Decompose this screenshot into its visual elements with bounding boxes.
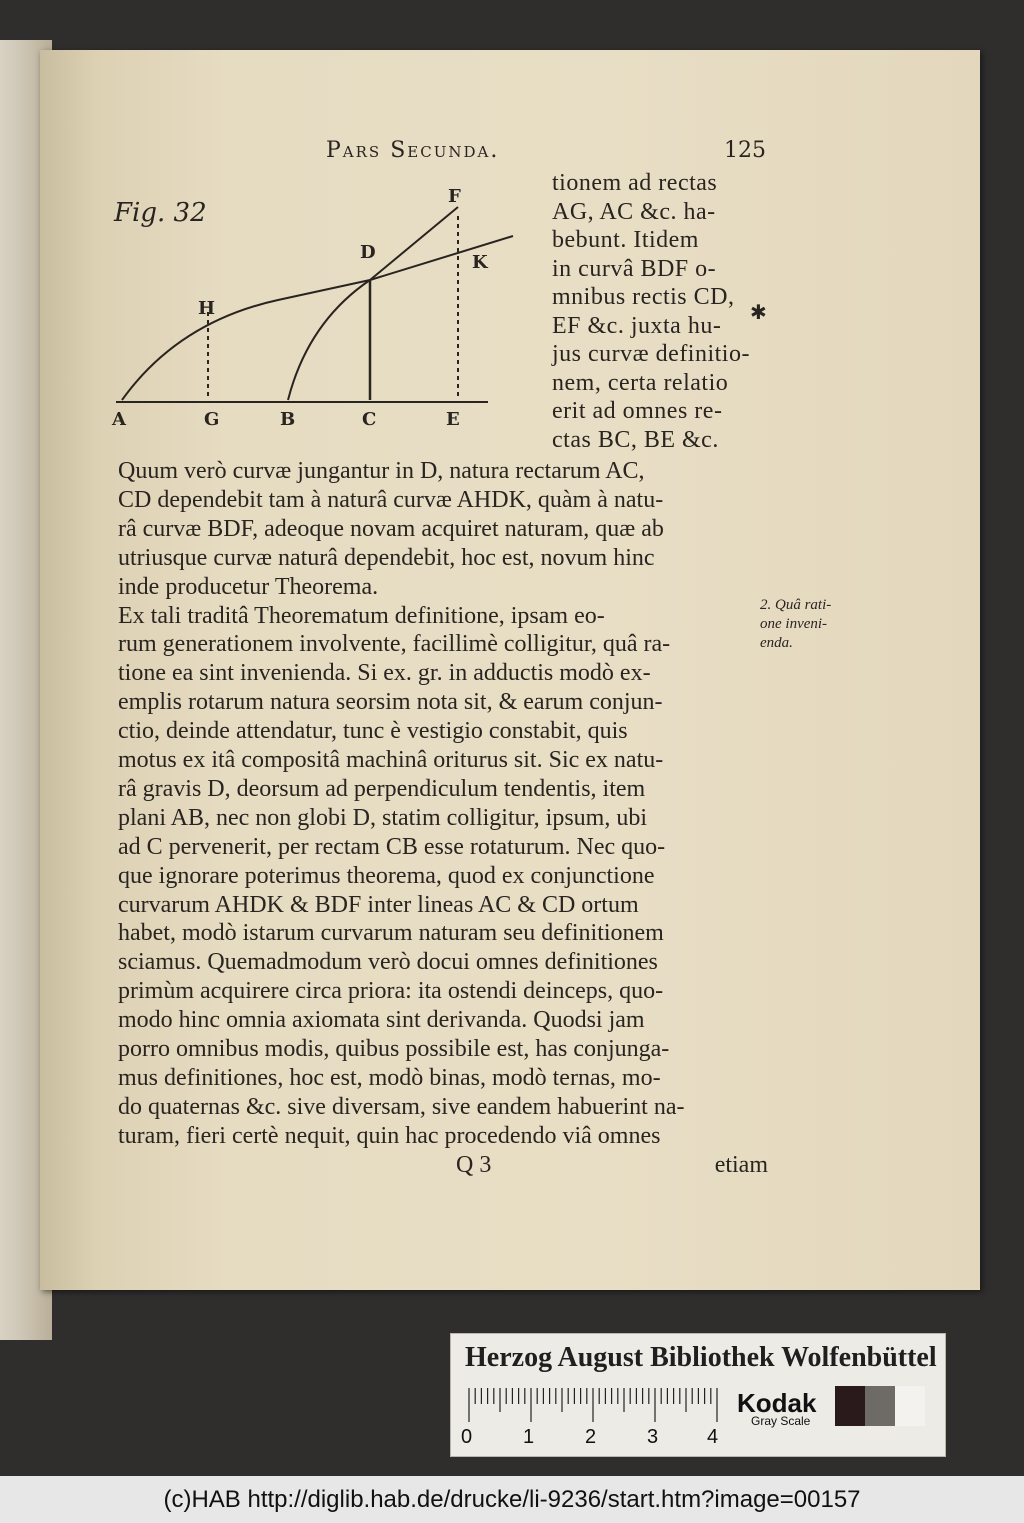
text-line: habet, modò istarum curvarum naturam seu definitionem xyxy=(118,920,664,947)
ruler-number: 1 xyxy=(523,1426,535,1448)
library-name: Herzog August Bibliothek Wolfenbüttel xyxy=(465,1342,937,1373)
margin-note-line: 2. Quâ rati- xyxy=(760,597,832,613)
text-line: mnibus rectis CD, xyxy=(552,284,735,310)
point-label-a: A xyxy=(112,409,126,430)
text-line: mus definitiones, hoc est, modò binas, modò ternas, mo- xyxy=(118,1064,661,1091)
text-line: erit ad omnes re- xyxy=(552,398,723,424)
ruler-number: 0 xyxy=(461,1426,473,1448)
text-line: râ curvæ BDF, adeoque novam acquiret naturam, quæ ab xyxy=(118,515,664,542)
text-line: do quaternas &c. sive diversam, sive eandem habuerint na- xyxy=(118,1093,685,1120)
text-line: ctas BC, BE &c. xyxy=(552,426,719,453)
text-line: ctio, deinde attendatur, tunc è vestigio constabit, quis xyxy=(118,718,628,745)
text-line: utriusque curvæ naturâ dependebit, hoc est, novum hinc xyxy=(118,544,655,571)
swatch-dark xyxy=(835,1386,865,1426)
kodak-logo: Kodak xyxy=(737,1388,817,1418)
point-label-c: C xyxy=(362,409,377,430)
text-line: curvarum AHDK & BDF inter lineas AC & CD ortum xyxy=(118,891,639,918)
asterisk-mark: ✱ xyxy=(750,300,767,324)
figure-label: Fig. 32 xyxy=(114,198,207,228)
ruler-number: 2 xyxy=(585,1426,597,1448)
figure-32 xyxy=(108,182,528,432)
catchword: etiam xyxy=(714,1152,768,1178)
point-label-d: D xyxy=(360,242,376,263)
text-line: ad C pervenerit, per rectam CB esse rotaturum. Nec quo- xyxy=(118,833,666,860)
swatch-white xyxy=(895,1386,925,1426)
text-line: inde producetur Theorema. xyxy=(118,573,379,600)
text-line: in curvâ BDF o- xyxy=(552,255,717,282)
text-line: modo hinc omnia axiomata sint derivanda. Quodsi jam xyxy=(118,1007,645,1034)
text-line: Quum verò curvæ jungantur in D, natura rectarum AC, xyxy=(118,458,645,484)
margin-note-line: enda. xyxy=(760,635,793,651)
point-label-e: E xyxy=(446,409,460,430)
text-line: AG, AC &c. ha- xyxy=(552,198,716,225)
text-line: Ex tali traditâ Theorematum definitione, ipsam eo- xyxy=(118,602,605,629)
ruler-number: 4 xyxy=(707,1426,719,1448)
point-label-f: F xyxy=(448,186,461,207)
point-label-g: G xyxy=(204,409,220,430)
text-line: CD dependebit tam à naturâ curvæ AHDK, quàm à natu- xyxy=(118,486,664,513)
running-title: Pars Secunda. xyxy=(326,138,500,163)
text-line: bebunt. Itidem xyxy=(552,227,699,253)
curve-AHDK xyxy=(122,236,513,400)
margin-note-line: one inveni- xyxy=(760,616,828,632)
gray-scale-label: Gray Scale xyxy=(751,1414,811,1428)
point-label-k: K xyxy=(472,252,488,273)
page-footer xyxy=(118,1152,768,1180)
point-label-b: B xyxy=(280,409,296,430)
text-line: nem, certa relatio xyxy=(552,369,729,396)
text-line: tionem ad rectas xyxy=(552,170,718,196)
signature-mark: Q 3 xyxy=(456,1152,492,1178)
image-credit-caption: (c)HAB http://diglib.hab.de/drucke/li-9236/start.htm?image=00157 xyxy=(0,1476,1024,1523)
text-line: rum generationem involvente, facillimè colligitur, quâ ra- xyxy=(118,631,671,658)
text-line: tione ea sint invenienda. Si ex. gr. in adductis modò ex- xyxy=(118,660,651,687)
text-line: motus ex itâ compositâ machinâ oriturus sit. Sic ex natu- xyxy=(118,747,664,773)
library-color-card xyxy=(450,1333,946,1457)
text-line: jus curvæ definitio- xyxy=(552,341,750,367)
text-line: emplis rotarum natura seorsim nota sit, & earum conjun- xyxy=(118,689,663,716)
text-line: plani AB, nec non globi D, statim colligitur, ipsum, ubi xyxy=(118,804,648,831)
text-line: sciamus. Quemadmodum verò docui omnes definitiones xyxy=(118,949,658,976)
margin-note xyxy=(760,596,860,653)
point-label-h: H xyxy=(198,298,216,319)
swatch-gray xyxy=(865,1386,895,1426)
ruler-scale xyxy=(467,1386,727,1422)
page-number: 125 xyxy=(724,138,766,163)
curve-BDF xyxy=(288,207,458,400)
text-line: râ gravis D, deorsum ad perpendiculum tendentis, item xyxy=(118,775,646,802)
text-line: porro omnibus modis, quibus possibile est, has conjunga- xyxy=(118,1036,670,1062)
text-line: primùm acquirere circa priora: ita ostendi deinceps, quo- xyxy=(118,978,664,1005)
text-line: turam, fieri certè nequit, quin hac procedendo viâ omnes xyxy=(118,1122,661,1149)
ruler-number: 3 xyxy=(647,1426,659,1448)
text-line: EF &c. juxta hu- xyxy=(552,312,722,339)
text-line: que ignorare poterimus theorema, quod ex conjunctione xyxy=(118,862,655,889)
page-header xyxy=(326,138,766,168)
